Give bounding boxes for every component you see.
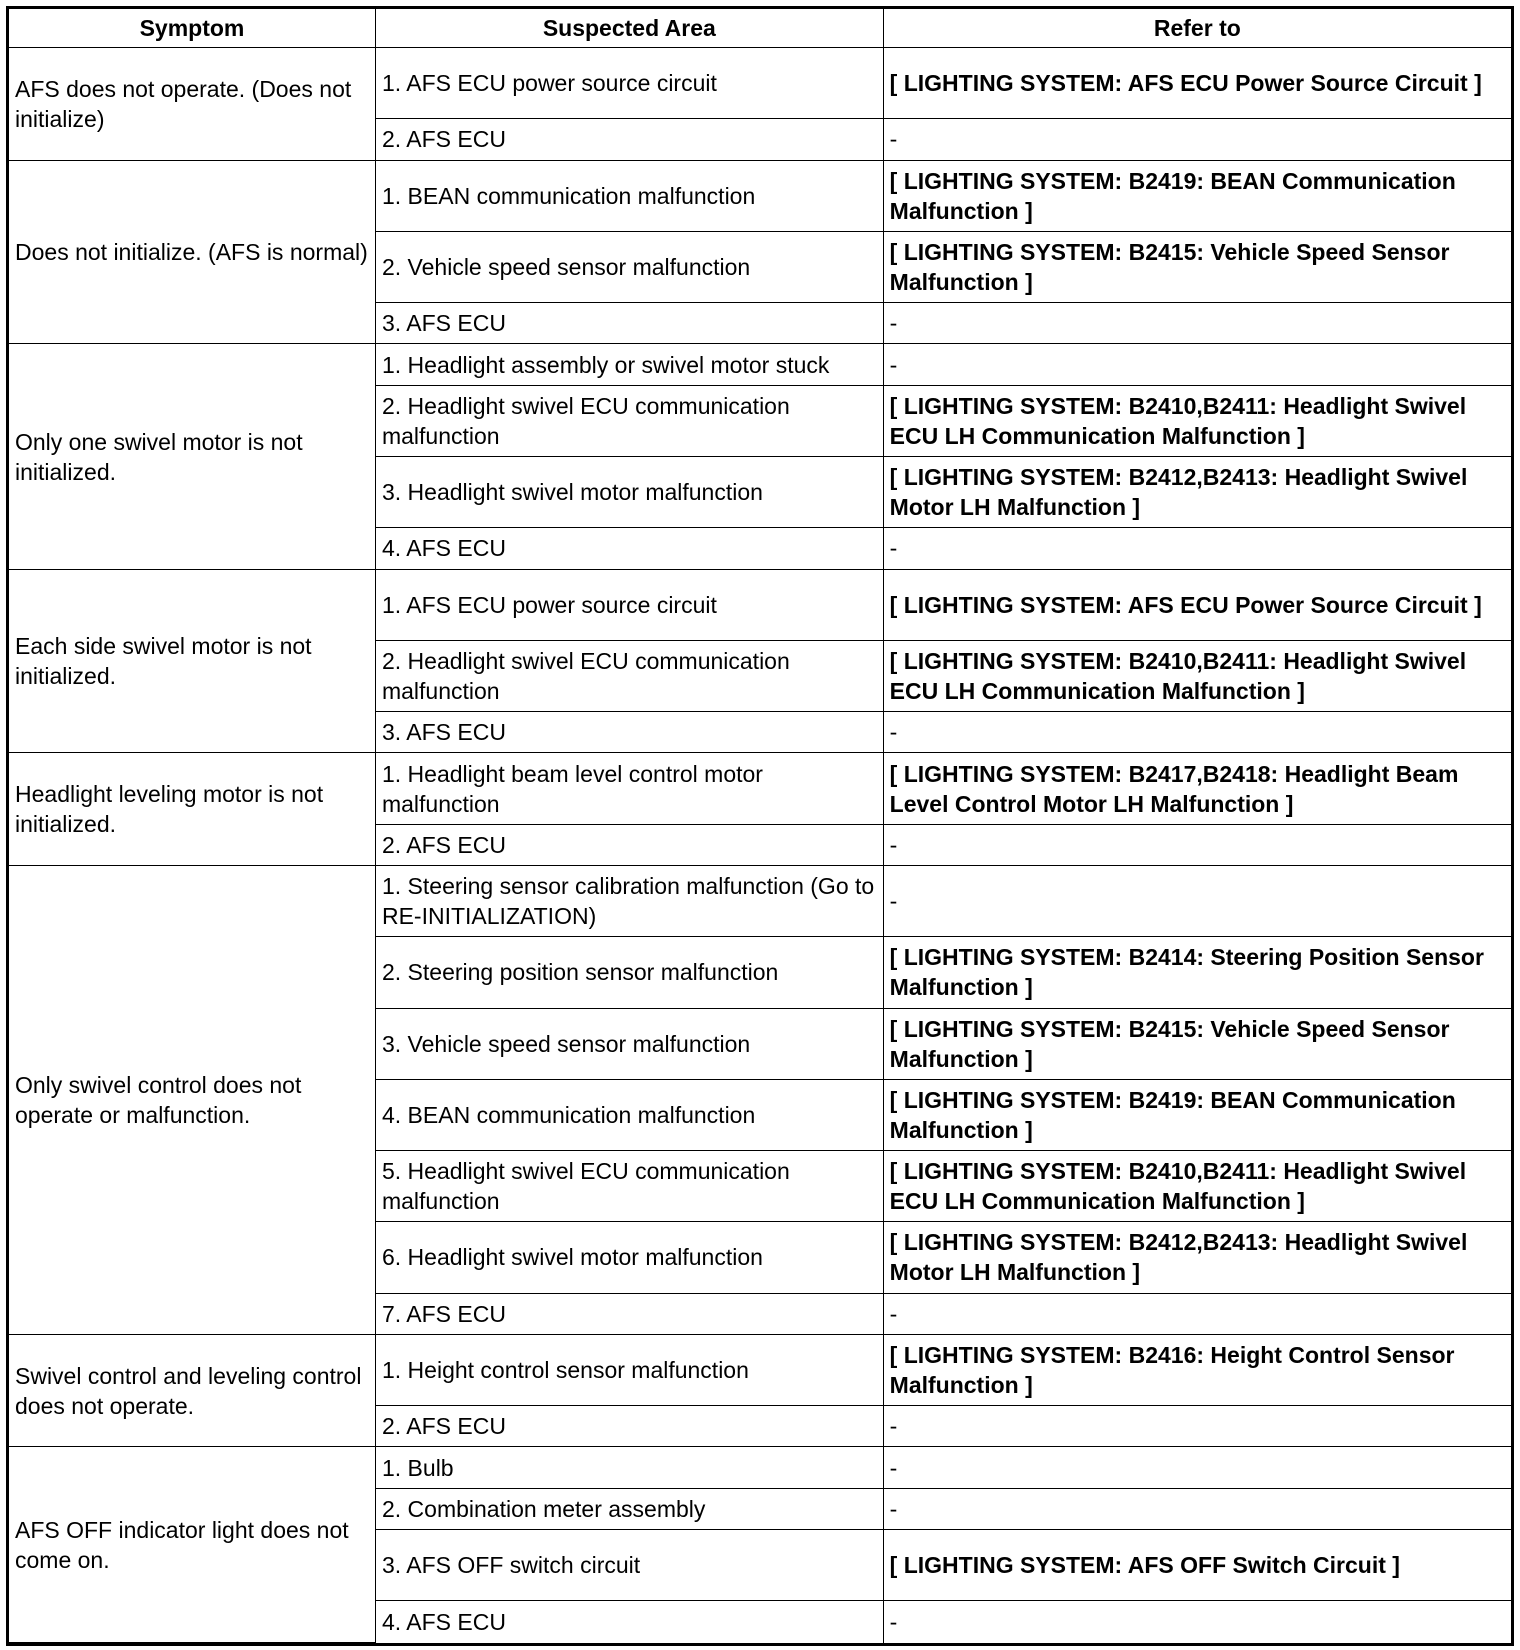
refer-to-link[interactable]: [ LIGHTING SYSTEM: B2410,B2411: Headlight Swivel ECU LH Communication Malfunction ] xyxy=(883,640,1511,711)
refer-to-link[interactable]: [ LIGHTING SYSTEM: B2412,B2413: Headlight Swivel Motor LH Malfunction ] xyxy=(883,1222,1511,1293)
refer-to-link[interactable]: [ LIGHTING SYSTEM: B2410,B2411: Headlight Swivel ECU LH Communication Malfunction ] xyxy=(883,1151,1511,1222)
refer-to-link[interactable]: [ LIGHTING SYSTEM: B2416: Height Control Sensor Malfunction ] xyxy=(883,1334,1511,1405)
problem-symptoms-table xyxy=(9,9,1511,1643)
suspected-area-cell: 3. AFS OFF switch circuit xyxy=(375,1530,883,1601)
symptom-cell: Each side swivel motor is not initialized. xyxy=(9,569,375,753)
refer-to-link[interactable]: [ LIGHTING SYSTEM: AFS ECU Power Source Circuit ] xyxy=(883,569,1511,640)
table-row xyxy=(9,344,1511,385)
refer-to-link[interactable]: [ LIGHTING SYSTEM: B2419: BEAN Communication Malfunction ] xyxy=(883,160,1511,231)
header-row xyxy=(9,9,1511,48)
suspected-area-cell: 2. Combination meter assembly xyxy=(375,1488,883,1529)
refer-to-cell-empty: - xyxy=(883,528,1511,569)
table-row xyxy=(9,569,1511,640)
refer-to-cell-empty: - xyxy=(883,1488,1511,1529)
suspected-area-cell: 3. Headlight swivel motor malfunction xyxy=(375,457,883,528)
suspected-area-cell: 3. AFS ECU xyxy=(375,712,883,753)
refer-to-cell-empty: - xyxy=(883,712,1511,753)
suspected-area-cell: 2. Vehicle speed sensor malfunction xyxy=(375,231,883,302)
refer-to-link[interactable]: [ LIGHTING SYSTEM: AFS OFF Switch Circuit ] xyxy=(883,1530,1511,1601)
refer-to-cell-empty: - xyxy=(883,866,1511,937)
refer-to-link[interactable]: [ LIGHTING SYSTEM: B2410,B2411: Headlight Swivel ECU LH Communication Malfunction ] xyxy=(883,385,1511,456)
refer-to-cell-empty: - xyxy=(883,1447,1511,1488)
suspected-area-cell: 1. AFS ECU power source circuit xyxy=(375,569,883,640)
refer-to-link[interactable]: [ LIGHTING SYSTEM: B2415: Vehicle Speed Sensor Malfunction ] xyxy=(883,231,1511,302)
refer-to-cell-empty: - xyxy=(883,119,1511,160)
symptom-cell: Only swivel control does not operate or malfunction. xyxy=(9,866,375,1335)
suspected-area-cell: 1. Bulb xyxy=(375,1447,883,1488)
refer-to-cell-empty: - xyxy=(883,1601,1511,1643)
symptom-cell: Swivel control and leveling control does not operate. xyxy=(9,1334,375,1447)
table-row xyxy=(9,160,1511,231)
suspected-area-cell: 2. Headlight swivel ECU communication malfunction xyxy=(375,640,883,711)
suspected-area-cell: 2. AFS ECU xyxy=(375,824,883,865)
table-row xyxy=(9,48,1511,119)
suspected-area-cell: 1. Headlight assembly or swivel motor stuck xyxy=(375,344,883,385)
header-symptom: Symptom xyxy=(9,9,375,48)
suspected-area-cell: 1. Headlight beam level control motor malfunction xyxy=(375,753,883,824)
table-row xyxy=(9,866,1511,937)
refer-to-cell-empty: - xyxy=(883,1406,1511,1447)
suspected-area-cell: 4. BEAN communication malfunction xyxy=(375,1079,883,1150)
suspected-area-cell: 6. Headlight swivel motor malfunction xyxy=(375,1222,883,1293)
table-row xyxy=(9,1447,1511,1488)
suspected-area-cell: 3. Vehicle speed sensor malfunction xyxy=(375,1008,883,1079)
header-suspected-area: Suspected Area xyxy=(375,9,883,48)
symptom-cell: Only one swivel motor is not initialized. xyxy=(9,344,375,569)
suspected-area-cell: 5. Headlight swivel ECU communication malfunction xyxy=(375,1151,883,1222)
suspected-area-cell: 1. AFS ECU power source circuit xyxy=(375,48,883,119)
refer-to-link[interactable]: [ LIGHTING SYSTEM: AFS ECU Power Source Circuit ] xyxy=(883,48,1511,119)
symptom-cell: AFS OFF indicator light does not come on. xyxy=(9,1447,375,1643)
suspected-area-cell: 1. BEAN communication malfunction xyxy=(375,160,883,231)
suspected-area-cell: 1. Steering sensor calibration malfunction (Go to RE-INITIALIZATION) xyxy=(375,866,883,937)
refer-to-cell-empty: - xyxy=(883,303,1511,344)
refer-to-link[interactable]: [ LIGHTING SYSTEM: B2417,B2418: Headlight Beam Level Control Motor LH Malfunction ] xyxy=(883,753,1511,824)
symptom-cell: Does not initialize. (AFS is normal) xyxy=(9,160,375,344)
table-row xyxy=(9,1334,1511,1405)
refer-to-link[interactable]: [ LIGHTING SYSTEM: B2419: BEAN Communication Malfunction ] xyxy=(883,1079,1511,1150)
problem-symptoms-table-frame xyxy=(6,6,1514,1646)
refer-to-cell-empty: - xyxy=(883,1293,1511,1334)
refer-to-link[interactable]: [ LIGHTING SYSTEM: B2412,B2413: Headlight Swivel Motor LH Malfunction ] xyxy=(883,457,1511,528)
table-row xyxy=(9,753,1511,824)
refer-to-cell-empty: - xyxy=(883,824,1511,865)
suspected-area-cell: 7. AFS ECU xyxy=(375,1293,883,1334)
header-refer-to: Refer to xyxy=(883,9,1511,48)
table-body xyxy=(9,48,1511,1643)
suspected-area-cell: 2. AFS ECU xyxy=(375,119,883,160)
refer-to-link[interactable]: [ LIGHTING SYSTEM: B2414: Steering Position Sensor Malfunction ] xyxy=(883,937,1511,1008)
refer-to-link[interactable]: [ LIGHTING SYSTEM: B2415: Vehicle Speed Sensor Malfunction ] xyxy=(883,1008,1511,1079)
suspected-area-cell: 2. Steering position sensor malfunction xyxy=(375,937,883,1008)
symptom-cell: Headlight leveling motor is not initialized. xyxy=(9,753,375,866)
suspected-area-cell: 2. AFS ECU xyxy=(375,1406,883,1447)
suspected-area-cell: 2. Headlight swivel ECU communication malfunction xyxy=(375,385,883,456)
suspected-area-cell: 4. AFS ECU xyxy=(375,1601,883,1643)
suspected-area-cell: 1. Height control sensor malfunction xyxy=(375,1334,883,1405)
suspected-area-cell: 3. AFS ECU xyxy=(375,303,883,344)
suspected-area-cell: 4. AFS ECU xyxy=(375,528,883,569)
refer-to-cell-empty: - xyxy=(883,344,1511,385)
symptom-cell: AFS does not operate. (Does not initialize) xyxy=(9,48,375,161)
